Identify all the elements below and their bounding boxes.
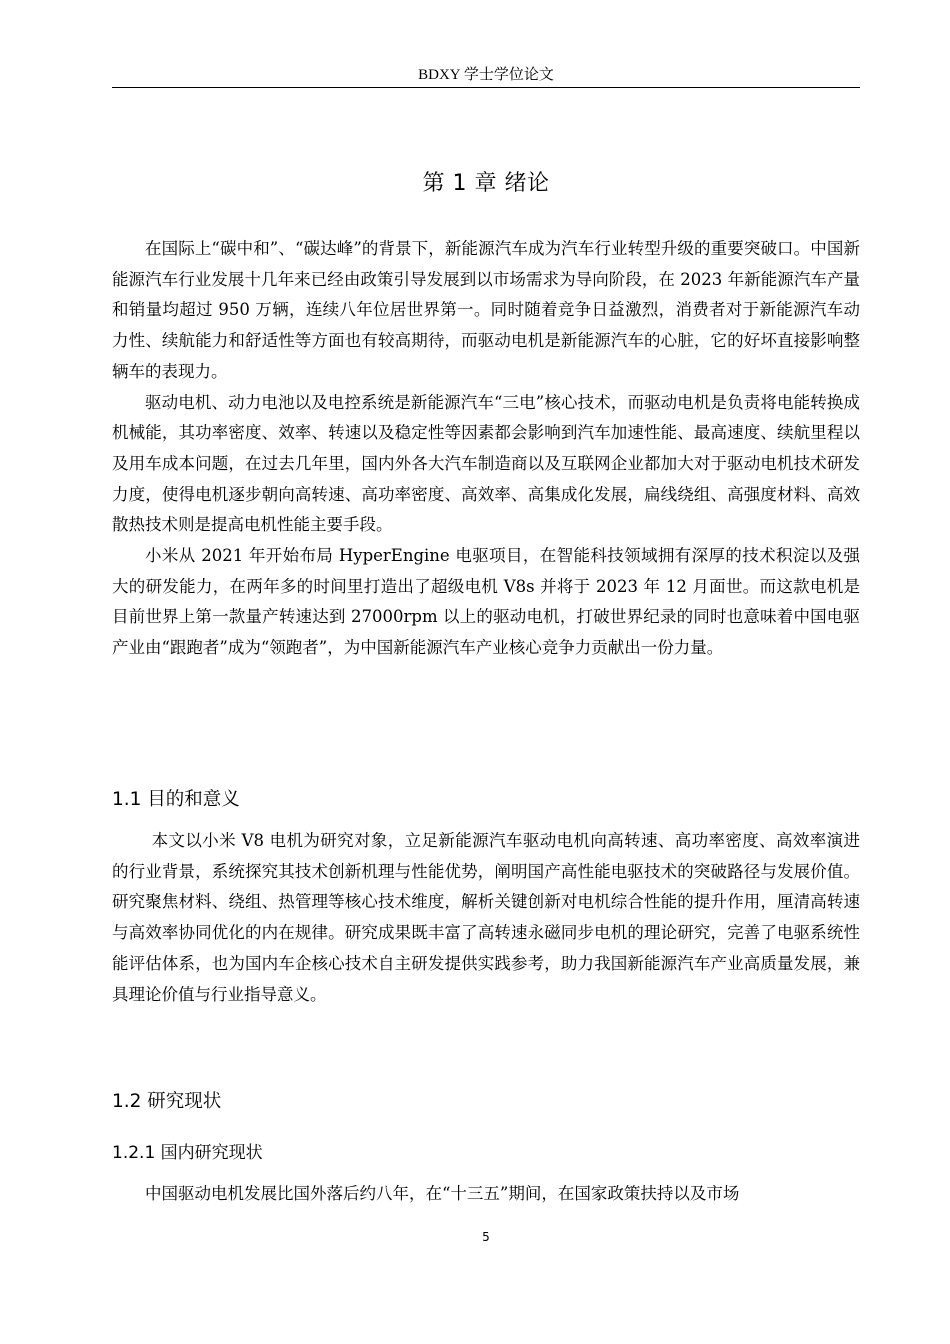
section-1-2-1-body (112, 1179, 860, 1210)
intro-paragraph-2: 驱动电机、动力电池以及电控系统是新能源汽车“三电”核心技术，而驱动电机是负责将电能转换成机械能，其功率密度、效率、转速以及稳定性等因素都会影响到汽车加速性能、最高速度、续航里程以及用车成本问题，在过去几年里，国内外各大汽车制造商以及互联网企业都加大对于驱动电机技术研发力度，使得电机逐步朝向高转速、高功率密度、高效率、高集成化发展，扁线绕组、高强度材料、高效散热技术则是提高电机性能主要手段。 (112, 392, 860, 535)
section-heading-1-1: 1.1 目的和意义 (112, 789, 240, 810)
page-number: 5 (482, 1230, 490, 1244)
intro-paragraph-3: 小米从 2021 年开始布局 HyperEngine 电驱项目，在智能科技领域拥有深厚的技术积淀以及强大的研发能力，在两年多的时间里打造出了超级电机 V8s 并将于 2023 年 12 月面世。而这款电机是目前世界上第一款量产转速达到 27000rpm 以上的驱动电机，打破世界纪录的同时也意味着中国电驱产业由“跟跑者”成为“领跑者”，为中国新能源汽车产业核心竞争力贡献出一份力量。 (112, 546, 860, 658)
section-1-2-1-paragraph: 中国驱动电机发展比国外落后约八年，在“十三五”期间，在国家政策扶持以及市场 (145, 1184, 740, 1203)
intro-paragraph-1: 在国际上“碳中和”、“碳达峰”的背景下，新能源汽车成为汽车行业转型升级的重要突破口。中国新能源汽车行业发展十几年来已经由政策引导发展到以市场需求为导向阶段，在 2023 年新能源汽车产量和销量均超过 950 万辆，连续八年位居世界第一。同时随着竞争日益激烈，消费者对于新能源汽车动力性、续航能力和舒适性等方面也有较高期待，而驱动电机是新能源汽车的心脏，它的好坏直接影响整辆车的表现力。 (112, 239, 860, 381)
section-heading-1-2: 1.2 研究现状 (112, 1091, 222, 1112)
intro-body (112, 234, 860, 664)
section-1-1-body (112, 826, 860, 1010)
chapter-title: 第 1 章 绪论 (422, 171, 550, 196)
running-header: BDXY 学士学位论文 (418, 67, 554, 83)
section-1-1-paragraph: 本文以小米 V8 电机为研究对象，立足新能源汽车驱动电机向高转速、高功率密度、高效率演进的行业背景，系统探究其技术创新机理与性能优势，阐明国产高性能电驱技术的突破路径与发展价值。研究聚焦材料、绕组、热管理等核心技术维度，解析关键创新对电机综合性能的提升作用，厘清高转速与高效率协同优化的内在规律。研究成果既丰富了高转速永磁同步电机的理论研究，完善了电驱系统性能评估体系，也为国内车企核心技术自主研发提供实践参考，助力我国新能源汽车产业高质量发展，兼具理论价值与行业指导意义。 (112, 831, 860, 1004)
header-divider (112, 87, 860, 88)
subsection-heading-1-2-1: 1.2.1 国内研究现状 (112, 1143, 263, 1163)
